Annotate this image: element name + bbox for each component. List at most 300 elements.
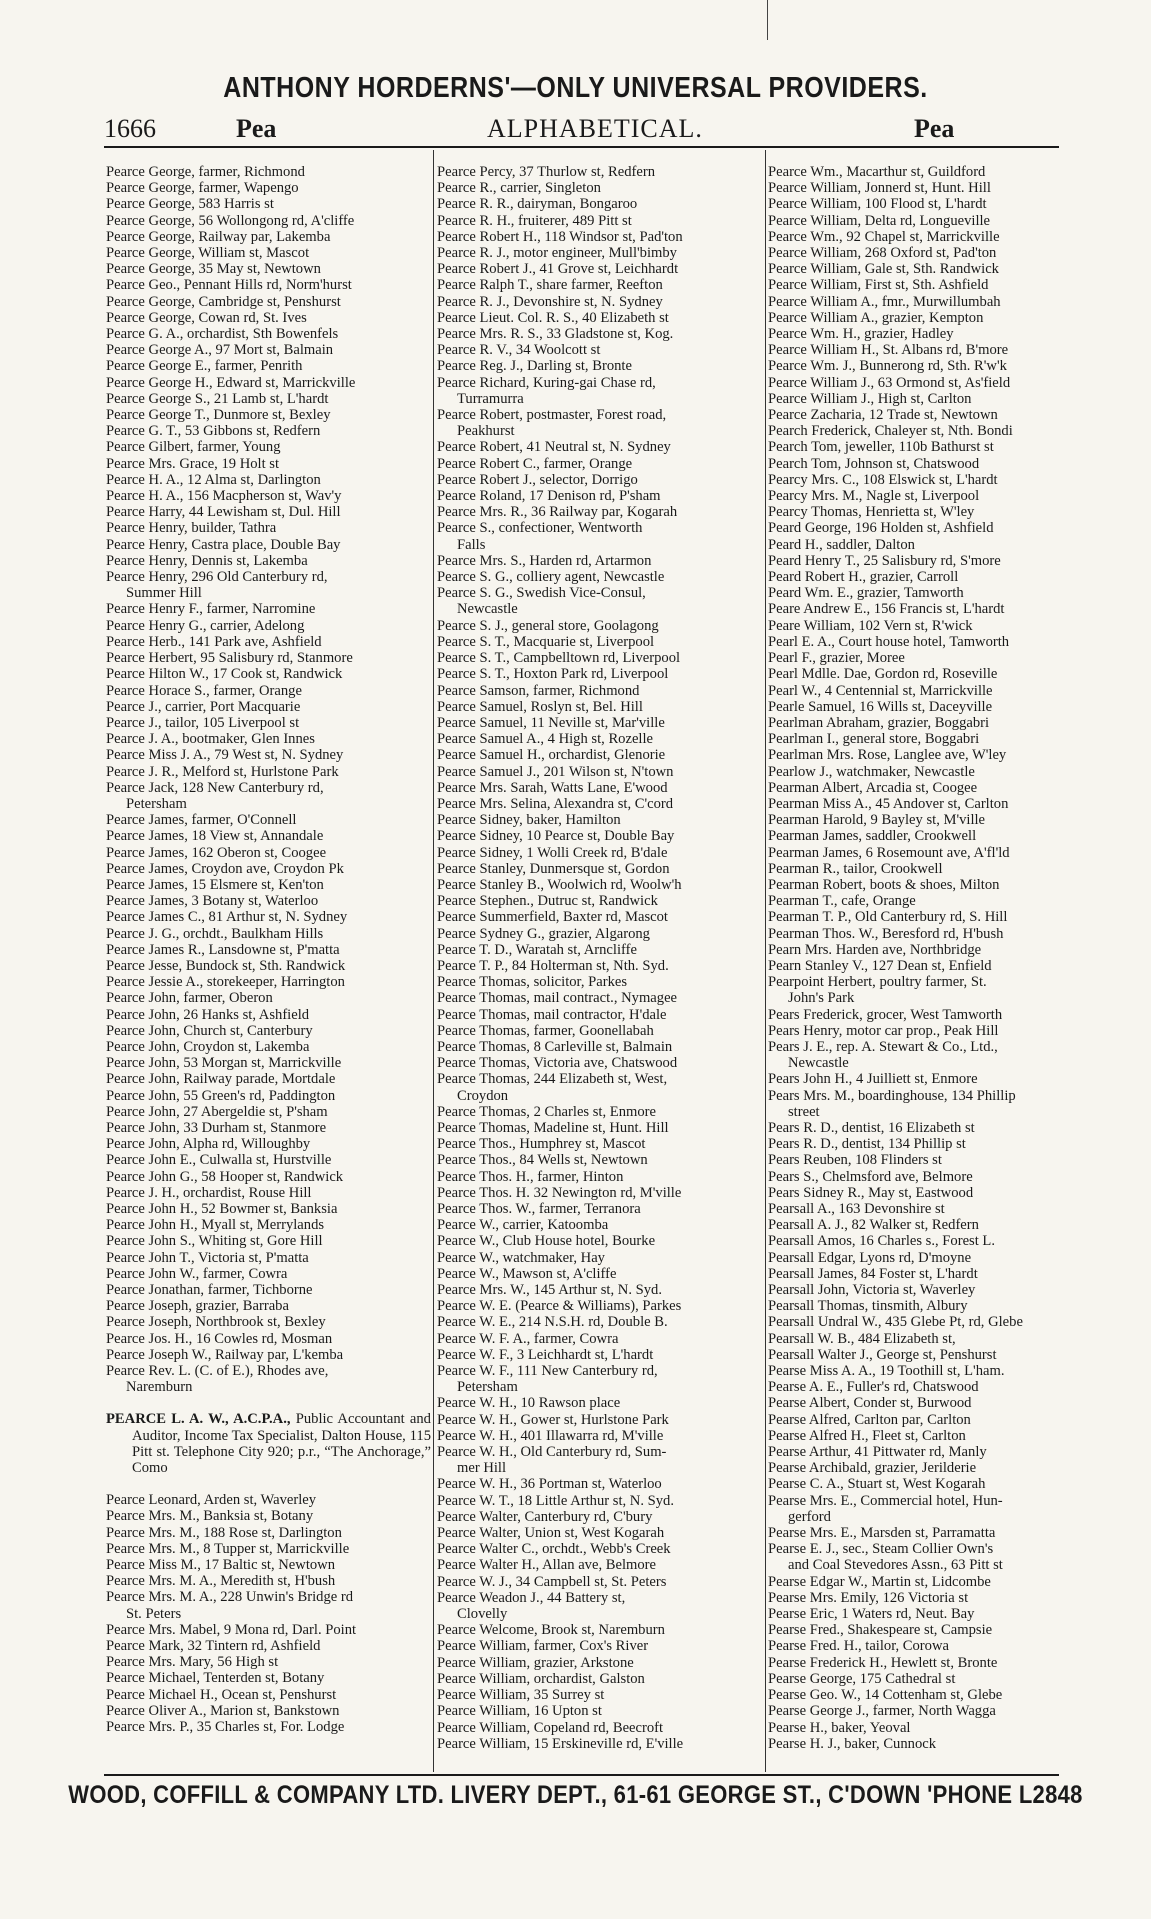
footer-rule [104, 1774, 1059, 1776]
directory-entry: Pearce W., carrier, Katoomba [437, 1217, 609, 1234]
directory-entry: Pearce George, Cowan rd, St. Ives [106, 309, 307, 326]
entry-continuation: Petersham [126, 795, 187, 812]
directory-entry: Peard Wm. E., grazier, Tamworth [768, 585, 964, 602]
directory-entry: Pears S., Chelmsford ave, Belmore [768, 1168, 973, 1185]
directory-entry: Pearce Thomas, solicitor, Parkes [437, 974, 628, 991]
directory-entry: Pearce William A., grazier, Kempton [768, 309, 984, 326]
directory-entry: Pearce Oliver A., Marion st, Bankstown [106, 1702, 340, 1719]
entry-continuation: street [788, 1103, 820, 1120]
directory-entry: Pearse Fred. H., tailor, Corowa [768, 1638, 949, 1655]
directory-entry: Pearman James, 6 Rosemount ave, A'fl'ld [768, 844, 1010, 861]
directory-entry: Pearsall W. B., 484 Elizabeth st, [768, 1330, 956, 1347]
directory-entry: Pearce Thomas, 8 Carleville st, Balmain [437, 1038, 673, 1055]
guide-word-right: Pea [914, 114, 955, 143]
directory-entry: Pearce John W., farmer, Cowra [106, 1265, 288, 1282]
directory-entry: Pearce Ralph T., share farmer, Reefton [437, 277, 663, 294]
directory-entry: Pearsall Undral W., 435 Glebe Pt, rd, Glebe [768, 1314, 1023, 1331]
directory-entry: Pearce W., watchmaker, Hay [437, 1249, 605, 1266]
directory-entry: Pearce James, 15 Elsmere st, Ken'ton [106, 876, 324, 893]
directory-entry: Pears Frederick, grocer, West Tamworth [768, 1006, 1003, 1023]
directory-entry: Pearce J., tailor, 105 Liverpool st [106, 714, 300, 731]
directory-entry: Pearce Samuel, 11 Neville st, Mar'ville [437, 714, 665, 731]
directory-entry: Pearce Percy, 37 Thurlow st, Redfern [437, 164, 656, 180]
directory-entry: Pearse Mrs. E., Commercial hotel, Hun- [768, 1492, 1003, 1509]
directory-entry: Pearce Harry, 44 Lewisham st, Dul. Hill [106, 504, 341, 521]
directory-entry: Pearce Henry F., farmer, Narromine [106, 601, 316, 618]
directory-entry: Pearce Thos., 84 Wells st, Newtown [437, 1152, 648, 1169]
directory-entry: Pearse H. J., baker, Cunnock [768, 1735, 937, 1752]
directory-entry: Peard Robert H., grazier, Carroll [768, 569, 959, 586]
directory-entry: Pearce Mrs. P., 35 Charles st, For. Lodge [106, 1719, 345, 1736]
entry-continuation: Peakhurst [457, 423, 515, 440]
directory-entry: Pearce Mrs. M. A., 228 Unwin's Bridge rd [106, 1589, 354, 1606]
directory-entry: Pearce R. H., fruiterer, 489 Pitt st [437, 212, 632, 229]
directory-entry: Pears Henry, motor car prop., Peak Hill [768, 1022, 999, 1039]
directory-entry: Pearl F., grazier, Moree [768, 650, 905, 667]
directory-entry: Pearce George T., Dunmore st, Bexley [106, 407, 331, 424]
directory-entry: Pearce H. A., 12 Alma st, Darlington [106, 471, 321, 488]
directory-entry: Pearce John H., 52 Bowmer st, Banksia [106, 1201, 338, 1217]
directory-entry: Pearle Samuel, 16 Wills st, Daceyville [768, 698, 993, 715]
directory-entry: Pearce George S., 21 Lamb st, L'hardt [106, 390, 329, 407]
directory-entry: Pearce S. G., Swedish Vice-Consul, [437, 585, 646, 602]
directory-entry: Pearce Welcome, Brook st, Naremburn [437, 1622, 665, 1639]
directory-entry: Pearlman Abraham, grazier, Boggabri [768, 714, 990, 731]
directory-entry: Pearce Henry, 296 Old Canterbury rd, [106, 569, 328, 586]
directory-entry: Pearce John E., Culwalla st, Hurstville [106, 1152, 332, 1169]
directory-entry: Pearcy Thomas, Henrietta st, W'ley [768, 504, 975, 521]
directory-column-3 [768, 164, 1088, 1752]
directory-entry: Pears R. D., dentist, 134 Phillip st [768, 1136, 966, 1153]
directory-entry: Pearcy Mrs. M., Nagle st, Liverpool [768, 488, 980, 505]
directory-entry: Pearce W. H., 10 Rawson place [437, 1395, 621, 1412]
directory-entry: Pearce Mrs. M., 8 Tupper st, Marrickville [106, 1540, 350, 1557]
directory-entry: Pearce John, 55 Green's rd, Paddington [106, 1087, 336, 1104]
entry-continuation: Falls [457, 536, 486, 553]
directory-entry: Pearce Walter, Union st, West Kogarah [437, 1525, 665, 1542]
directory-entry: Pearce R. V., 34 Woolcott st [437, 342, 601, 359]
directory-entry: Pearse Mrs. Emily, 126 Victoria st [768, 1589, 969, 1606]
directory-entry: Pearce Geo., Pennant Hills rd, Norm'hurst [106, 277, 352, 294]
directory-entry: Pearman Harold, 9 Bayley st, M'ville [768, 812, 986, 829]
directory-entry: Pearse Frederick H., Hewlett st, Bronte [768, 1654, 998, 1671]
directory-entry: Pearce S. G., colliery agent, Newcastle [437, 569, 665, 586]
directory-entry: Pearce Thomas, Victoria ave, Chatswood [437, 1055, 678, 1072]
directory-entry: Pearce James, 162 Oberon st, Coogee [106, 844, 327, 861]
directory-entry: Pearch Tom, Johnson st, Chatswood [768, 455, 980, 472]
directory-entry: Pearce Leonard, Arden st, Waverley [106, 1492, 317, 1509]
entry-continuation: Clovelly [457, 1606, 508, 1623]
directory-entry: Pearce Samuel, Roslyn st, Bel. Hill [437, 698, 643, 715]
directory-entry: Peard Henry T., 25 Salisbury rd, S'more [768, 552, 1001, 569]
directory-entry: Pearse Alfred H., Fleet st, Carlton [768, 1427, 966, 1444]
directory-entry: Pearce H. A., 156 Macpherson st, Wav'y [106, 488, 342, 505]
directory-entry: Pearsall A. J., 82 Walker st, Redfern [768, 1217, 979, 1234]
directory-entry: Pearce Michael H., Ocean st, Penshurst [106, 1686, 337, 1703]
entry-continuation: St. Peters [126, 1605, 182, 1622]
directory-entry: Pearce James, 3 Botany st, Waterloo [106, 893, 319, 910]
directory-entry: Pearse George J., farmer, North Wagga [768, 1703, 996, 1720]
directory-entry: Pearce R., carrier, Singleton [437, 180, 601, 197]
directory-entry: Pearce Mrs. Selina, Alexandra st, C'cord [437, 795, 674, 812]
directory-entry: Pearce William, 15 Erskineville rd, E'ville [437, 1735, 684, 1752]
directory-entry: Pearce Mrs. Mary, 56 High st [106, 1654, 279, 1671]
directory-entry: Pearce W. H., Old Canterbury rd, Sum- [437, 1444, 667, 1461]
directory-entry: Pearch Tom, jeweller, 110b Bathurst st [768, 439, 994, 456]
directory-entry: Pearce Jessie A., storekeeper, Harrington [106, 974, 345, 991]
directory-entry: Pearce Mrs. M., 188 Rose st, Darlington [106, 1524, 342, 1541]
directory-entry: Pearce William, Jonnerd st, Hunt. Hill [768, 180, 991, 197]
section-title: ALPHABETICAL. [487, 114, 703, 143]
header-rule [104, 146, 1059, 148]
directory-entry: Pearce Hilton W., 17 Cook st, Randwick [106, 666, 343, 683]
entry-continuation: mer Hill [457, 1460, 507, 1477]
directory-entry: Pearce Roland, 17 Denison rd, P'sham [437, 488, 661, 505]
directory-entry: Pearce John, 53 Morgan st, Marrickville [106, 1055, 342, 1072]
directory-entry: Pearse Miss A. A., 19 Toothill st, L'ham. [768, 1363, 1005, 1380]
directory-entry: Pearl Mdlle. Dae, Gordon rd, Roseville [768, 666, 998, 683]
directory-entry: Pearce S. T., Hoxton Park rd, Liverpool [437, 666, 669, 683]
directory-entry: Pearce John, Alpha rd, Willoughby [106, 1136, 311, 1153]
directory-entry: Pearce Thomas, Madeline st, Hunt. Hill [437, 1119, 669, 1136]
directory-entry: Pearce John H., Myall st, Merrylands [106, 1217, 325, 1234]
running-head [104, 114, 1059, 144]
directory-entry: Pearce Lieut. Col. R. S., 40 Elizabeth st [437, 309, 669, 326]
directory-entry: Pearce James, Croydon ave, Croydon Pk [106, 860, 344, 877]
directory-entry: Pearce Richard, Kuring-gai Chase rd, [437, 374, 656, 391]
entry-continuation: Naremburn [126, 1379, 193, 1396]
entry-continuation: Newcastle [457, 601, 518, 618]
directory-entry: Pearce W. F. A., farmer, Cowra [437, 1330, 619, 1347]
directory-entry: Pearce James, 18 View st, Annandale [106, 828, 324, 845]
directory-entry: Pearce W. H., 36 Portman st, Waterloo [437, 1476, 662, 1493]
directory-entry: Peare William, 102 Vern st, R'wick [768, 617, 973, 634]
directory-entry: Pearce Jesse, Bundock st, Sth. Randwick [106, 957, 346, 974]
entry-continuation: gerford [788, 1508, 831, 1525]
directory-entry: Pearce William, 16 Upton st [437, 1703, 602, 1720]
directory-entry: Pearch Frederick, Chaleyer st, Nth. Bondi [768, 423, 1013, 440]
directory-entry: Pearman James, saddler, Crookwell [768, 828, 977, 845]
directory-entry: Pearse Albert, Conder st, Burwood [768, 1395, 972, 1412]
directory-entry: Pearce Samuel A., 4 High st, Rozelle [437, 731, 654, 748]
directory-entry: Pearce W. H., Gower st, Hurlstone Park [437, 1411, 669, 1428]
directory-entry: Pearse A. E., Fuller's rd, Chatswood [768, 1379, 979, 1396]
directory-entry: Pearce Wm., 92 Chapel st, Marrickville [768, 228, 1000, 245]
directory-entry: Pearlman I., general store, Boggabri [768, 731, 980, 748]
directory-entry: Pearce Robert J., 41 Grove st, Leichhardt [437, 261, 679, 278]
directory-entry: Pearce W. E. (Pearce & Williams), Parkes [437, 1298, 682, 1315]
directory-entry: Pearse E. J., sec., Steam Collier Own's [768, 1541, 994, 1558]
directory-entry: Pearce Samson, farmer, Richmond [437, 682, 640, 699]
directory-entry: Pearce William J., High st, Carlton [768, 390, 972, 407]
directory-entry: Pearse Alfred, Carlton par, Carlton [768, 1411, 971, 1428]
directory-entry: Pearce J. R., Melford st, Hurlstone Park [106, 763, 339, 780]
directory-entry: Pearce Joseph W., Railway par, L'kemba [106, 1346, 344, 1363]
directory-entry: Pearce John, farmer, Oberon [106, 990, 273, 1007]
directory-entry: Pearce J. A., bootmaker, Glen Innes [106, 731, 315, 748]
directory-entry: Pearce Jos. H., 16 Cowles rd, Mosman [106, 1330, 333, 1347]
directory-entry: Pearce J., carrier, Port Macquarie [106, 698, 301, 715]
directory-entry: Pearce Wm. J., Bunnerong rd, Sth. R'w'k [768, 358, 1007, 375]
directory-entry: Pearce Mrs. M. A., Meredith st, H'bush [106, 1573, 336, 1590]
directory-entry: Pearce Henry G., carrier, Adelong [106, 617, 305, 634]
spacer [106, 1482, 431, 1492]
directory-entry: Pearce Mark, 32 Tintern rd, Ashfield [106, 1638, 321, 1655]
directory-entry: Pearse George, 175 Cathedral st [768, 1670, 956, 1687]
directory-entry: Pearce John, 27 Abergeldie st, P'sham [106, 1103, 328, 1120]
page-number: 1666 [104, 114, 156, 143]
directory-entry: Pearce Miss M., 17 Baltic st, Newtown [106, 1557, 336, 1574]
directory-entry: Pearce G. A., orchardist, Sth Bowenfels [106, 326, 339, 343]
directory-column-2 [437, 164, 764, 1752]
directory-entry: Pearce John G., 58 Hooper st, Randwick [106, 1168, 344, 1185]
directory-entry: Pearce George, 56 Wollongong rd, A'cliffe [106, 212, 355, 229]
directory-entry: Pearce John T., Victoria st, P'matta [106, 1249, 309, 1266]
directory-entry: Pearce Robert, 41 Neutral st, N. Sydney [437, 439, 671, 456]
entry-continuation: Croydon [457, 1087, 509, 1104]
directory-entry: Pearman T., cafe, Orange [768, 893, 916, 910]
directory-entry: Pearse H., baker, Yeoval [768, 1719, 911, 1736]
directory-entry: Pearce S. T., Campbelltown rd, Liverpool [437, 650, 681, 667]
directory-entry: Pearpoint Herbert, poultry farmer, St. [768, 974, 987, 991]
directory-entry: Pearce Thos. H., farmer, Hinton [437, 1168, 624, 1185]
directory-entry: Pearce W. F., 3 Leichhardt st, L'hardt [437, 1346, 654, 1363]
directory-entry: Pearce W. T., 18 Little Arthur st, N. Syd. [437, 1492, 674, 1509]
directory-entry: Pearce Thomas, farmer, Goonellabah [437, 1022, 654, 1039]
entry-continuation: Summer Hill [126, 585, 202, 602]
directory-entry: Pearce Samuel J., 201 Wilson st, N'town [437, 763, 674, 780]
directory-entry: Pearce William J., 63 Ormond st, As'field [768, 374, 1011, 391]
directory-entry: Pearman Robert, boots & shoes, Milton [768, 876, 1000, 893]
entry-continuation: Turramurra [457, 390, 524, 407]
directory-entry: Pearce Thomas, 244 Elizabeth st, West, [437, 1071, 668, 1088]
directory-entry: Pearce James R., Lansdowne st, P'matta [106, 941, 340, 958]
directory-entry: Pearce S. T., Macquarie st, Liverpool [437, 633, 655, 650]
directory-entry: Pearce Henry, Dennis st, Lakemba [106, 552, 308, 569]
directory-entry: Pearce Thomas, mail contractor, H'dale [437, 1006, 667, 1023]
directory-entry: Pearse Mrs. E., Marsden st, Parramatta [768, 1525, 996, 1542]
directory-entry: Peard George, 196 Holden st, Ashfield [768, 520, 994, 537]
directory-entry: Pearce Mrs. M., Banksia st, Botany [106, 1508, 314, 1525]
directory-entry: Pearce Mrs. R. S., 33 Gladstone st, Kog. [437, 326, 674, 343]
directory-entry: Pearce W. J., 34 Campbell st, St. Peters [437, 1573, 667, 1590]
directory-entry: Pearce Summerfield, Baxter rd, Mascot [437, 909, 668, 926]
directory-column-1 [106, 164, 431, 1735]
directory-entry: Pearce John, Railway parade, Mortdale [106, 1071, 336, 1088]
directory-entry: Pearman Miss A., 45 Andover st, Carlton [768, 795, 1009, 812]
directory-entry: Pearce Joseph, grazier, Barraba [106, 1298, 289, 1315]
directory-entry: Pearce Mrs. S., Harden rd, Artarmon [437, 552, 652, 569]
directory-entry: Pearce Joseph, Northbrook st, Bexley [106, 1314, 326, 1331]
directory-entry: Pearce Mrs. Sarah, Watts Lane, E'wood [437, 779, 668, 796]
directory-entry: Pearlow J., watchmaker, Newcastle [768, 763, 975, 780]
directory-entry: Pearlman Mrs. Rose, Langlee ave, W'ley [768, 747, 1007, 764]
directory-entry: Peare Andrew E., 156 Francis st, L'hardt [768, 601, 1005, 618]
directory-entry: Pearce George, 35 May st, Newtown [106, 261, 321, 278]
directory-entry: Pearce William, 268 Oxford st, Pad'ton [768, 245, 997, 262]
directory-entry: Pearce Gilbert, farmer, Young [106, 439, 281, 456]
directory-entry: Pearman Albert, Arcadia st, Coogee [768, 779, 978, 796]
directory-entry: Pearsall Walter J., George st, Penshurst [768, 1346, 997, 1363]
spacer [106, 1395, 431, 1405]
directory-entry: Pearce Mrs. Mabel, 9 Mona rd, Darl. Point [106, 1621, 357, 1638]
directory-entry: Pearce Weadon J., 44 Battery st, [437, 1589, 626, 1606]
directory-entry: Pearse Geo. W., 14 Cottenham st, Glebe [768, 1687, 1003, 1704]
directory-entry: Pearce George A., 97 Mort st, Balmain [106, 342, 334, 359]
directory-entry: Pearman Thos. W., Beresford rd, H'bush [768, 925, 1004, 942]
directory-entry: Pearce R. J., motor engineer, Mull'bimby [437, 245, 677, 262]
feature-entry-body: Public Accountant and Auditor, Income Tax Specialist, Dalton House, 115 Pitt st. Telephone City 920; p.r., “The Anchorage,” Como [132, 1411, 431, 1477]
directory-entry: Pearce Sidney, baker, Hamilton [437, 812, 621, 829]
directory-entry: Pearce George, William st, Mascot [106, 245, 310, 262]
directory-entry: Pearce Samuel H., orchardist, Glenorie [437, 747, 666, 764]
directory-entry: Pearce George, Cambridge st, Penshurst [106, 293, 341, 310]
directory-entry: Pearse Fred., Shakespeare st, Campsie [768, 1622, 993, 1639]
directory-entry: Pearce William, farmer, Cox's River [437, 1638, 649, 1655]
directory-entry: Pearce Robert, postmaster, Forest road, [437, 407, 667, 424]
directory-entry: Pearce James, farmer, O'Connell [106, 812, 297, 829]
directory-entry: Pearce Mrs. R., 36 Railway par, Kogarah [437, 504, 678, 521]
directory-entry: Pearce S. J., general store, Goolagong [437, 617, 659, 634]
directory-entry: Pearce J. H., orchardist, Rouse Hill [106, 1184, 312, 1201]
directory-entry: Pearsall James, 84 Foster st, L'hardt [768, 1265, 978, 1282]
directory-entry: Pearce Rev. L. (C. of E.), Rhodes ave, [106, 1363, 329, 1380]
column-divider [765, 150, 766, 1772]
directory-entry: Pearsall John, Victoria st, Waverley [768, 1282, 976, 1299]
directory-entry: Pearce W. F., 111 New Canterbury rd, [437, 1363, 658, 1380]
directory-entry: Pearce W. H., 401 Illawarra rd, M'ville [437, 1427, 664, 1444]
directory-entry: Pearce Robert J., selector, Dorrigo [437, 471, 638, 488]
directory-entry: Pearce William, 35 Surrey st [437, 1687, 605, 1704]
directory-entry: Pearce Walter H., Allan ave, Belmore [437, 1557, 656, 1574]
directory-entry: Pears John H., 4 Juilliett st, Enmore [768, 1071, 978, 1088]
guide-word-left: Pea [236, 114, 277, 143]
directory-entry: Pearn Stanley V., 127 Dean st, Enfield [768, 957, 992, 974]
entry-continuation: and Coal Stevedores Assn., 63 Pitt st [788, 1557, 1003, 1574]
directory-entry: Pearce John S., Whiting st, Gore Hill [106, 1233, 323, 1250]
page-banner: ANTHONY HORDERNS'—ONLY UNIVERSAL PROVIDERS. [223, 71, 928, 105]
directory-entry: Pearse Eric, 1 Waters rd, Neut. Bay [768, 1606, 975, 1623]
directory-entry: Pearce R. R., dairyman, Bongaroo [437, 196, 638, 213]
directory-entry: Pearce Thos. H. 32 Newington rd, M'ville [437, 1184, 682, 1201]
directory-entry: Pearcy Mrs. C., 108 Elswick st, L'hardt [768, 471, 998, 488]
directory-entry: Pearce Jack, 128 New Canterbury rd, [106, 779, 324, 796]
directory-entry: Pearman T. P., Old Canterbury rd, S. Hill [768, 909, 1008, 926]
directory-entry: Pearl W., 4 Centennial st, Marrickville [768, 682, 993, 699]
directory-entry: Pearce Walter C., orchdt., Webb's Creek [437, 1541, 671, 1558]
entry-continuation: John's Park [788, 990, 855, 1007]
directory-entry: Pearce Robert C., farmer, Orange [437, 455, 633, 472]
directory-entry: Pearce Jonathan, farmer, Tichborne [106, 1282, 313, 1299]
directory-entry: Peard H., saddler, Dalton [768, 536, 915, 553]
directory-entry: Pearce Thos., Humphrey st, Mascot [437, 1136, 646, 1153]
directory-entry: Pearce William, Copeland rd, Beecroft [437, 1719, 664, 1736]
entry-continuation: Petersham [457, 1379, 518, 1396]
directory-entry: Pearce J. G., orchdt., Baulkham Hills [106, 925, 324, 942]
directory-entry: Pearce William, grazier, Arkstone [437, 1654, 634, 1671]
directory-entry: Pearce John, Church st, Canterbury [106, 1022, 313, 1039]
directory-entry: Pearse C. A., Stuart st, West Kogarah [768, 1476, 986, 1493]
directory-entry: Pearce William, orchardist, Galston [437, 1670, 645, 1687]
directory-entry: Pearse Archibald, grazier, Jerilderie [768, 1460, 977, 1477]
directory-entry: Pearce Wm., Macarthur st, Guildford [768, 164, 986, 180]
directory-entry: Pearce S., confectioner, Wentworth [437, 520, 643, 537]
directory-entry: Pearce Horace S., farmer, Orange [106, 682, 302, 699]
directory-entry: Pearce George H., Edward st, Marrickville [106, 374, 356, 391]
directory-entry: Pearce Robert H., 118 Windsor st, Pad'ton [437, 228, 683, 245]
directory-entry: Pearce James C., 81 Arthur st, N. Sydney [106, 909, 348, 926]
directory-entry: Pearce George, 583 Harris st [106, 196, 274, 213]
directory-entry: Pearce Michael, Tenterden st, Botany [106, 1670, 325, 1687]
directory-entry: Pearce Thomas, 2 Charles st, Enmore [437, 1103, 656, 1120]
directory-entry: Pearce Walter, Canterbury rd, C'bury [437, 1508, 653, 1525]
directory-entry: Pearce T. D., Waratah st, Arncliffe [437, 941, 637, 958]
directory-entry: Pearce John, 26 Hanks st, Ashfield [106, 1006, 310, 1023]
directory-entry: Pearce Sidney, 1 Wolli Creek rd, B'dale [437, 844, 668, 861]
directory-entry: Pearce Stanley, Dunmersque st, Gordon [437, 860, 670, 877]
directory-entry: Pearce Herbert, 95 Salisbury rd, Stanmore [106, 650, 353, 667]
directory-entry: Pearce George E., farmer, Penrith [106, 358, 303, 375]
directory-entry: Pearce Herb., 141 Park ave, Ashfield [106, 633, 322, 650]
directory-entry: Pearce Mrs. W., 145 Arthur st, N. Syd. [437, 1282, 662, 1299]
directory-entry: Pearce Thomas, mail contract., Nymagee [437, 990, 678, 1007]
margin-tick [767, 0, 768, 40]
directory-entry: Pearce George, Railway par, Lakemba [106, 228, 331, 245]
footer-advertisement: WOOD, COFFILL & COMPANY LTD. LIVERY DEPT., 61-61 GEORGE ST., C'DOWN 'PHONE L2848 [68, 1780, 1083, 1809]
directory-entry: Pearce Sidney, 10 Pearce st, Double Bay [437, 828, 675, 845]
directory-entry: Pearce William H., St. Albans rd, B'more [768, 342, 1009, 359]
directory-entry: Pears Reuben, 108 Flinders st [768, 1152, 942, 1169]
feature-entry [106, 1411, 431, 1476]
directory-entry: Pearce William, First st, Sth. Ashfield [768, 277, 989, 294]
directory-entry: Pearsall A., 163 Devonshire st [768, 1201, 945, 1217]
directory-entry: Pearce T. P., 84 Holterman st, Nth. Syd. [437, 957, 669, 974]
directory-entry: Pearce Miss J. A., 79 West st, N. Sydney [106, 747, 344, 764]
directory-entry: Pearsall Thomas, tinsmith, Albury [768, 1298, 968, 1315]
directory-entry: Pearce George, farmer, Wapengo [106, 180, 299, 197]
directory-entry: Pearce George, farmer, Richmond [106, 164, 305, 180]
directory-entry: Pearn Mrs. Harden ave, Northbridge [768, 941, 982, 958]
directory-entry: Pears J. E., rep. A. Stewart & Co., Ltd., [768, 1038, 998, 1055]
directory-entry: Pearce Thos. W., farmer, Terranora [437, 1201, 641, 1217]
directory-entry: Pearce G. T., 53 Gibbons st, Redfern [106, 423, 321, 440]
directory-entry: Pearce William A., fmr., Murwillumbah [768, 293, 1001, 310]
directory-entry: Pears Sidney R., May st, Eastwood [768, 1184, 974, 1201]
directory-entry: Pearce John, Croydon st, Lakemba [106, 1038, 310, 1055]
directory-entry: Pearce W., Club House hotel, Bourke [437, 1233, 656, 1250]
directory-entry: Pearce W. E., 214 N.S.H. rd, Double B. [437, 1314, 668, 1331]
directory-entry: Pearce Wm. H., grazier, Hadley [768, 326, 954, 343]
directory-entry: Pearce William, 100 Flood st, L'hardt [768, 196, 987, 213]
directory-entry: Pearce R. J., Devonshire st, N. Sydney [437, 293, 663, 310]
directory-entry: Pearce William, Gale st, Sth. Randwick [768, 261, 999, 278]
directory-entry: Pearce John, 33 Durham st, Stanmore [106, 1119, 327, 1136]
directory-entry: Pearce Henry, builder, Tathra [106, 520, 277, 537]
directory-entry: Pearce Reg. J., Darling st, Bronte [437, 358, 632, 375]
directory-entry: Pearsall Amos, 16 Charles s., Forest L. [768, 1233, 995, 1250]
directory-entry: Pearman R., tailor, Crookwell [768, 860, 943, 877]
directory-entry: Pearsall Edgar, Lyons rd, D'moyne [768, 1249, 972, 1266]
directory-entry: Pearl E. A., Court house hotel, Tamworth [768, 633, 1010, 650]
directory-entry: Pearce William, Delta rd, Longueville [768, 212, 991, 229]
column-divider [433, 150, 434, 1772]
directory-entry: Pearce Stephen., Dutruc st, Randwick [437, 893, 658, 910]
directory-entry: Pearce Henry, Castra place, Double Bay [106, 536, 341, 553]
feature-entry-heading: PEARCE L. A. W., A.C.P.A., [106, 1411, 291, 1428]
directory-entry: Pearse Arthur, 41 Pittwater rd, Manly [768, 1444, 987, 1461]
directory-entry: Pearce W., Mawson st, A'cliffe [437, 1265, 617, 1282]
directory-entry: Pearse Edgar W., Martin st, Lidcombe [768, 1573, 991, 1590]
